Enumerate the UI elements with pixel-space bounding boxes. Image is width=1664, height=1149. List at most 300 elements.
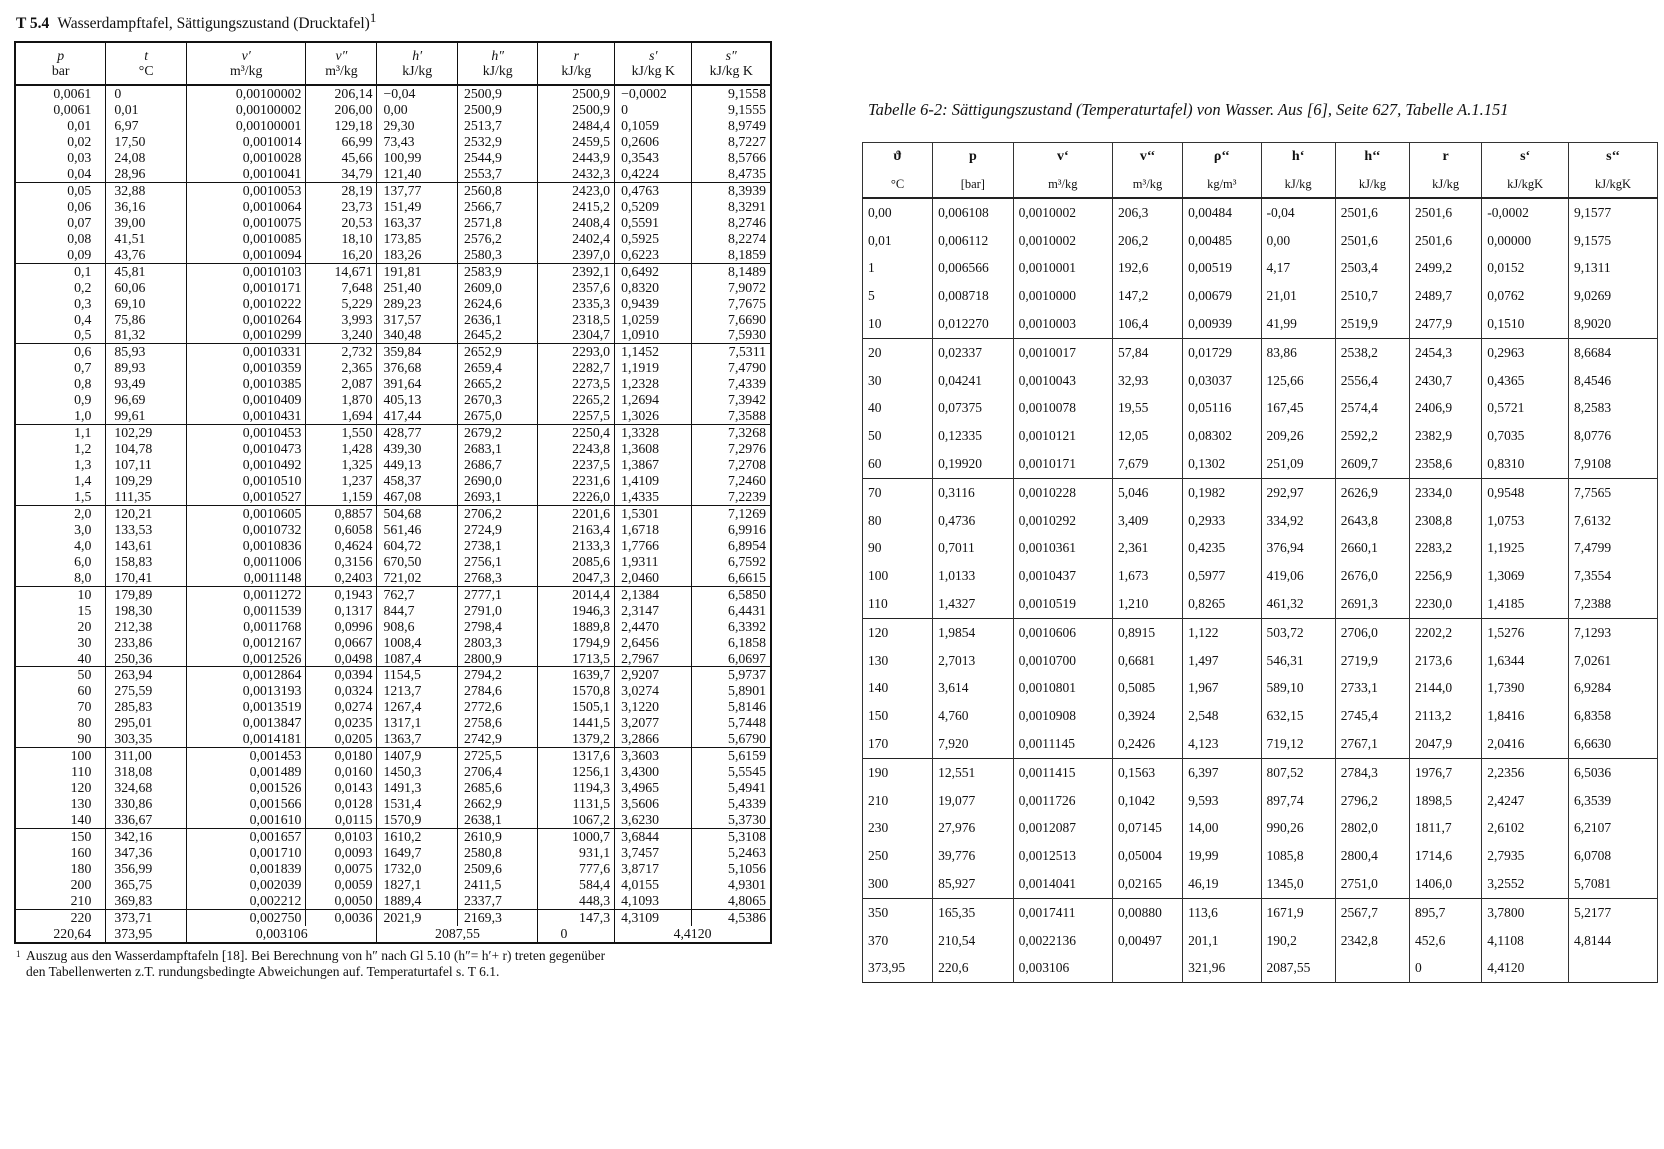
cell-h2: 2566,7 [457, 199, 537, 215]
cell-h1: 458,37 [377, 473, 457, 489]
cell-r: 931,1 [538, 845, 615, 861]
cell-v1: 0,00100002 [186, 85, 305, 102]
pressure-table-footnote [14, 948, 774, 980]
cell-t: 107,11 [106, 457, 187, 473]
cell-h1: 604,72 [377, 538, 457, 554]
cell-h1: 41,99 [1261, 310, 1335, 338]
table-row [15, 699, 771, 715]
cell-v2: 0,0996 [306, 619, 377, 635]
header-h2: h‘‘ [1335, 143, 1409, 172]
cell-v2: 0,0143 [306, 780, 377, 796]
cell-h1: 292,97 [1261, 478, 1335, 506]
cell-v2: 147,2 [1112, 282, 1182, 310]
cell-v1: 0,0010527 [186, 489, 305, 505]
cell-r: 2406,9 [1410, 395, 1482, 423]
table-row [863, 450, 1658, 478]
cell-s1: 0,5925 [615, 231, 692, 247]
cell-v2: 1,870 [306, 392, 377, 408]
cell-h1: 405,13 [377, 392, 457, 408]
cell-v1: 0,0010075 [186, 215, 305, 231]
cell-v2: 0,0235 [306, 715, 377, 731]
table-row [863, 338, 1658, 366]
cell-v1: 0,001839 [186, 861, 305, 877]
cell-v2: 2,732 [306, 344, 377, 360]
cell-p: 20 [15, 619, 106, 635]
cell-t: 24,08 [106, 150, 187, 166]
cell-v2: 0,07145 [1112, 815, 1182, 843]
table-row [863, 815, 1658, 843]
cell-s1: 1,4335 [615, 489, 692, 505]
cell-s1: 3,4300 [615, 764, 692, 780]
cell-p: 0,006108 [933, 198, 1014, 227]
cell-v1: 0,0010510 [186, 473, 305, 489]
cell-h1: 1087,4 [377, 651, 457, 667]
cell-s2: 6,9284 [1569, 675, 1658, 703]
temperature-group [863, 758, 1658, 898]
cell-p: 100 [15, 748, 106, 764]
cell-v1: 0,00100001 [186, 118, 305, 134]
cell-h2: 2574,4 [1335, 395, 1409, 423]
cell-v2: 3,409 [1112, 507, 1182, 535]
cell-v2: 0,0093 [306, 845, 377, 861]
cell-v2: 45,66 [306, 150, 377, 166]
cell-v2: 0,0160 [306, 764, 377, 780]
cell-s-critical: 4,4120 [615, 926, 771, 943]
cell-v2: 106,4 [1112, 310, 1182, 338]
cell-r: 1889,8 [538, 619, 615, 635]
cell-rho2: 46,19 [1183, 870, 1261, 898]
cell-theta: 90 [863, 535, 933, 563]
cell-v1: 0,0010409 [186, 392, 305, 408]
footnote-line-2: den Tabellenwerten z.T. rundungsbedingte Abweichungen auf. Temperaturtafel s. T 6.1. [26, 963, 500, 979]
cell-p: 200 [15, 877, 106, 893]
cell-r: 2477,9 [1410, 310, 1482, 338]
cell-v1: 0,0010473 [186, 441, 305, 457]
header-symbol: t [144, 48, 149, 64]
cell-s2: 5,6159 [692, 748, 771, 764]
cell-theta: 70 [863, 478, 933, 506]
cell-r: 1317,6 [538, 748, 615, 764]
table-row [15, 392, 771, 408]
cell-t: 212,38 [106, 619, 187, 635]
cell-v2: 34,79 [306, 166, 377, 182]
cell-r: 1794,9 [538, 635, 615, 651]
cell-v1: 0,0010453 [186, 425, 305, 441]
cell-v2: 0,0205 [306, 731, 377, 747]
cell-theta: 300 [863, 870, 933, 898]
cell-s1: 1,2694 [615, 392, 692, 408]
cell-h-critical: 2087,55 [377, 926, 538, 943]
cell-s1: 0,9548 [1482, 478, 1569, 506]
cell-s2: 7,2388 [1569, 590, 1658, 618]
cell-t: 111,35 [106, 489, 187, 505]
cell-h1: 334,92 [1261, 507, 1335, 535]
cell-t: 347,36 [106, 845, 187, 861]
cell-t: 104,78 [106, 441, 187, 457]
cell-v2: 0,6058 [306, 522, 377, 538]
unit-rho2: kg/m³ [1183, 171, 1261, 198]
cell-s1: 0,4224 [615, 166, 692, 182]
cell-r: 2318,5 [538, 312, 615, 328]
cell-h1: 0,00 [377, 102, 457, 118]
cell-v1: 0,0011006 [186, 554, 305, 570]
cell-v2: 5,046 [1112, 478, 1182, 506]
cell-rho2: 0,00484 [1183, 198, 1261, 227]
cell-h1: −0,04 [377, 85, 457, 102]
table-row [15, 715, 771, 731]
cell-h2: 2660,1 [1335, 535, 1409, 563]
cell-v1: 0,002039 [186, 877, 305, 893]
cell-v1: 0,0010385 [186, 376, 305, 392]
cell-s2: 6,7592 [692, 554, 771, 570]
cell-s2: 8,3291 [692, 199, 771, 215]
cell-v1: 0,001657 [186, 829, 305, 845]
cell-p: 0,7011 [933, 535, 1014, 563]
cell-r: 2335,3 [538, 296, 615, 312]
cell-s1: 3,6844 [615, 829, 692, 845]
cell-h2: 2665,2 [457, 376, 537, 392]
cell-h1: 1008,4 [377, 635, 457, 651]
cell-h2: 2706,0 [1335, 618, 1409, 646]
cell-r: 2283,2 [1410, 535, 1482, 563]
cell-r: 2273,5 [538, 376, 615, 392]
cell-p: 1,4327 [933, 590, 1014, 618]
cell-s1: 0,3543 [615, 150, 692, 166]
temperature-group [863, 478, 1658, 618]
table-row [15, 603, 771, 619]
cell-t: 356,99 [106, 861, 187, 877]
cell-s1: 4,1093 [615, 893, 692, 909]
cell-h2: 2500,9 [457, 85, 537, 102]
pressure-group [15, 344, 771, 425]
cell-v1: 0,00100002 [186, 102, 305, 118]
cell-v2: 206,3 [1112, 198, 1182, 227]
table-row [863, 842, 1658, 870]
cell-h1: 419,06 [1261, 562, 1335, 590]
cell-p: 70 [15, 699, 106, 715]
cell-h2: 2675,0 [457, 408, 537, 424]
cell-s2: 7,4339 [692, 376, 771, 392]
cell-r: 2334,0 [1410, 478, 1482, 506]
cell-s2: 6,4431 [692, 603, 771, 619]
cell-theta: 50 [863, 422, 933, 450]
cell-r: 1713,5 [538, 651, 615, 667]
cell-v1: 0,003106 [1013, 955, 1112, 983]
cell-s2: 9,1575 [1569, 227, 1658, 255]
pressure-group [15, 505, 771, 586]
cell-h1: 439,30 [377, 441, 457, 457]
cell-s2: 5,8146 [692, 699, 771, 715]
cell-s2: 5,8901 [692, 683, 771, 699]
cell-t: 373,95 [106, 926, 187, 943]
cell-s2: 7,6132 [1569, 507, 1658, 535]
cell-v1: 0,0010017 [1013, 338, 1112, 366]
cell-h1: 73,43 [377, 134, 457, 150]
cell-v2: 206,2 [1112, 227, 1182, 255]
cell-s1: 2,0416 [1482, 730, 1569, 758]
cell-s1: 3,7800 [1482, 898, 1569, 926]
header-p [15, 42, 106, 85]
cell-t: 109,29 [106, 473, 187, 489]
cell-t: 318,08 [106, 764, 187, 780]
cell-t: 102,29 [106, 425, 187, 441]
cell-s1: 3,2077 [615, 715, 692, 731]
cell-h1: 721,02 [377, 570, 457, 586]
cell-s1: 0,2963 [1482, 338, 1569, 366]
cell-t: 89,93 [106, 360, 187, 376]
cell-v2: 0,5085 [1112, 675, 1182, 703]
table-row [15, 166, 771, 182]
cell-p: 0,3116 [933, 478, 1014, 506]
cell-h1: 317,57 [377, 312, 457, 328]
cell-s2: 6,0708 [1569, 842, 1658, 870]
cell-r: 1570,8 [538, 683, 615, 699]
cell-s1: 1,6344 [1482, 647, 1569, 675]
cell-t: 133,53 [106, 522, 187, 538]
cell-v1: 0,0011272 [186, 586, 305, 602]
cell-v1: 0,0010000 [1013, 282, 1112, 310]
table-row [863, 367, 1658, 395]
cell-p: 210 [15, 893, 106, 909]
cell-p: 0,3 [15, 296, 106, 312]
table-row [863, 702, 1658, 730]
cell-v1: 0,0012526 [186, 651, 305, 667]
cell-rho2: 0,00485 [1183, 227, 1261, 255]
cell-s1: 1,0753 [1482, 507, 1569, 535]
cell-p: 15 [15, 603, 106, 619]
cell-p: 210,54 [933, 927, 1014, 955]
cell-h2: 2686,7 [457, 457, 537, 473]
cell-v1: 0,0010053 [186, 182, 305, 198]
cell-v1: 0,0010171 [1013, 450, 1112, 478]
cell-v1: 0,0010359 [186, 360, 305, 376]
cell-v2: 0,1563 [1112, 758, 1182, 786]
cell-v1: 0,0014041 [1013, 870, 1112, 898]
cell-v1: 0,0010292 [1013, 507, 1112, 535]
header-unit: kJ/kg K [709, 63, 753, 79]
cell-v2: 19,55 [1112, 395, 1182, 423]
table-row [15, 182, 771, 198]
header-symbol: v′ [241, 48, 251, 64]
cell-h1: 1649,7 [377, 845, 457, 861]
cell-h2: 2553,7 [457, 166, 537, 182]
table-row [15, 134, 771, 150]
cell-p: 0,19920 [933, 450, 1014, 478]
cell-t: 99,61 [106, 408, 187, 424]
cell-s2: 5,6790 [692, 731, 771, 747]
cell-r: 1976,7 [1410, 758, 1482, 786]
unit-theta: °C [863, 171, 933, 198]
cell-s1: 2,6456 [615, 635, 692, 651]
cell-p: 220,6 [933, 955, 1014, 983]
header-theta: ϑ [863, 143, 933, 172]
pressure-group [15, 829, 771, 910]
header-symbol: s′ [649, 48, 658, 64]
cell-v2: 1,428 [306, 441, 377, 457]
unit-r: kJ/kg [1410, 171, 1482, 198]
cell-v1: 0,0011726 [1013, 787, 1112, 815]
cell-t: 93,49 [106, 376, 187, 392]
cell-v2: 206,14 [306, 85, 377, 102]
cell-h2: 2592,2 [1335, 422, 1409, 450]
cell-t: 369,83 [106, 893, 187, 909]
table-row [15, 522, 771, 538]
cell-p: 0,0061 [15, 102, 106, 118]
table-row [15, 327, 771, 343]
cell-h2: 2538,2 [1335, 338, 1409, 366]
table-row [15, 570, 771, 586]
cell-h1: 461,32 [1261, 590, 1335, 618]
cell-s2: 8,1859 [692, 247, 771, 263]
header-r: r [1410, 143, 1482, 172]
cell-h1: 504,68 [377, 505, 457, 521]
cell-v2: 1,237 [306, 473, 377, 489]
cell-v2: 3,240 [306, 327, 377, 343]
cell-r: 1714,6 [1410, 842, 1482, 870]
cell-s2: 7,4799 [1569, 535, 1658, 563]
cell-r: 584,4 [538, 877, 615, 893]
cell-s2: 8,9749 [692, 118, 771, 134]
cell-h2: 2706,4 [457, 764, 537, 780]
cell-v2: 0,0180 [306, 748, 377, 764]
cell-v2: 1,673 [1112, 562, 1182, 590]
cell-h2: 2580,3 [457, 247, 537, 263]
cell-h1: 844,7 [377, 603, 457, 619]
cell-v1: 0,0010228 [1013, 478, 1112, 506]
cell-v1: 0,0012167 [186, 635, 305, 651]
cell-theta: 190 [863, 758, 933, 786]
cell-v2: 0,0115 [306, 812, 377, 828]
cell-r: 2501,6 [1410, 227, 1482, 255]
cell-h1: 897,74 [1261, 787, 1335, 815]
cell-s2: 8,2274 [692, 231, 771, 247]
cell-s2: 7,6690 [692, 312, 771, 328]
cell-r: 2085,6 [538, 554, 615, 570]
cell-theta: 10 [863, 310, 933, 338]
cell-h2: 2662,9 [457, 796, 537, 812]
cell-s2: 8,4735 [692, 166, 771, 182]
table-row [863, 478, 1658, 506]
cell-h2: 2609,7 [1335, 450, 1409, 478]
cell-h1: 0,00 [1261, 227, 1335, 255]
cell-s2: 7,5311 [692, 344, 771, 360]
table-row [863, 758, 1658, 786]
cell-r: 1505,1 [538, 699, 615, 715]
cell-s1: 1,3867 [615, 457, 692, 473]
table-row [863, 618, 1658, 646]
cell-t: 96,69 [106, 392, 187, 408]
cell-t: 0,01 [106, 102, 187, 118]
cell-h1: 151,49 [377, 199, 457, 215]
cell-p: 1,0133 [933, 562, 1014, 590]
cell-s2: 7,3554 [1569, 562, 1658, 590]
cell-s1: 3,4965 [615, 780, 692, 796]
cell-v1: 0,0013193 [186, 683, 305, 699]
cell-h1: 1610,2 [377, 829, 457, 845]
cell-s1: 1,3069 [1482, 562, 1569, 590]
cell-rho2: 2,548 [1183, 702, 1261, 730]
cell-h1: 1085,8 [1261, 842, 1335, 870]
cell-h2: 2652,9 [457, 344, 537, 360]
cell-r: 147,3 [538, 909, 615, 925]
cell-s1: 1,4109 [615, 473, 692, 489]
cell-s1: 1,8416 [1482, 702, 1569, 730]
cell-rho2: 0,1302 [1183, 450, 1261, 478]
cell-h1: 163,37 [377, 215, 457, 231]
cell-h2: 2784,6 [457, 683, 537, 699]
header-unit: bar [51, 63, 70, 79]
cell-p: 2,0 [15, 505, 106, 521]
table-row [15, 473, 771, 489]
cell-v1: 0,001453 [186, 748, 305, 764]
cell-h2: 2706,2 [457, 505, 537, 521]
cell-rho2: 4,123 [1183, 730, 1261, 758]
cell-r: 2230,0 [1410, 590, 1482, 618]
cell-s2: 6,6630 [1569, 730, 1658, 758]
table-row [15, 554, 771, 570]
header-v1: v‘ [1013, 143, 1112, 172]
table-row [863, 590, 1658, 618]
cell-theta: 250 [863, 842, 933, 870]
cell-theta: 140 [863, 675, 933, 703]
pressure-group [15, 748, 771, 829]
cell-v1: 0,0010606 [1013, 618, 1112, 646]
cell-v2: 0,0274 [306, 699, 377, 715]
cell-s2: 7,0261 [1569, 647, 1658, 675]
cell-t: 233,86 [106, 635, 187, 651]
cell-p: 1,9854 [933, 618, 1014, 646]
cell-rho2: 0,8265 [1183, 590, 1261, 618]
cell-h2: 2576,2 [457, 231, 537, 247]
cell-s1: 2,4470 [615, 619, 692, 635]
cell-v2: 1,210 [1112, 590, 1182, 618]
cell-v1: 0,0011415 [1013, 758, 1112, 786]
cell-h1: 428,77 [377, 425, 457, 441]
cell-r: 2423,0 [538, 182, 615, 198]
cell-t: 28,96 [106, 166, 187, 182]
cell-s1: 3,7457 [615, 845, 692, 861]
title-footnote-mark: 1 [369, 10, 377, 25]
header-s2: s‘‘ [1569, 143, 1658, 172]
cell-s2 [1569, 955, 1658, 983]
cell-v1: 0,0010002 [1013, 198, 1112, 227]
cell-p: 0,4736 [933, 507, 1014, 535]
cell-v2: 16,20 [306, 247, 377, 263]
cell-t: 275,59 [106, 683, 187, 699]
cell-v1: 0,0010078 [1013, 395, 1112, 423]
cell-s2: 6,5036 [1569, 758, 1658, 786]
table-row [863, 647, 1658, 675]
cell-h2: 2683,1 [457, 441, 537, 457]
cell-v1: 0,0010361 [1013, 535, 1112, 563]
cell-v2: 1,550 [306, 425, 377, 441]
cell-s2: 6,3539 [1569, 787, 1658, 815]
cell-p: 110 [15, 764, 106, 780]
table-row [15, 909, 771, 925]
cell-t: 43,76 [106, 247, 187, 263]
cell-s2: 7,7675 [692, 296, 771, 312]
cell-h2: 2501,6 [1335, 198, 1409, 227]
cell-s2: 5,7448 [692, 715, 771, 731]
cell-s1: 3,3603 [615, 748, 692, 764]
cell-r: 2415,2 [538, 199, 615, 215]
cell-s2: 7,7565 [1569, 478, 1658, 506]
cell-rho2: 0,00679 [1183, 282, 1261, 310]
cell-h2: 2800,9 [457, 651, 537, 667]
cell-p: 140 [15, 812, 106, 828]
cell-p: 0,1 [15, 263, 106, 279]
cell-s2: 8,3939 [692, 182, 771, 198]
